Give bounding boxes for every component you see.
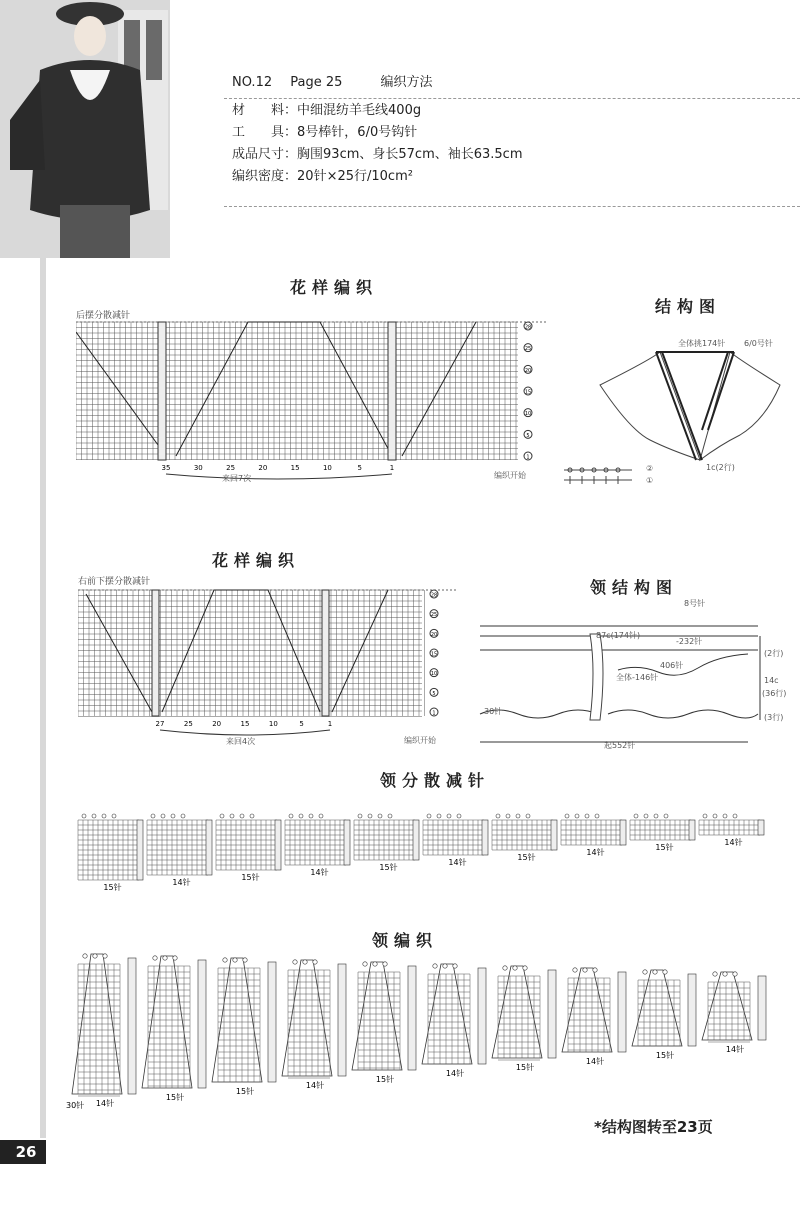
chart1-col-label: 1 bbox=[389, 464, 395, 472]
header-divider-bottom bbox=[224, 206, 800, 207]
chart1-decrease-center bbox=[176, 322, 392, 456]
collar-dec-rib bbox=[344, 820, 350, 865]
chart2-cells bbox=[78, 590, 425, 717]
chart1-col-label: 20 bbox=[258, 464, 268, 472]
collar-knit-marker bbox=[573, 968, 577, 972]
collar-dec-marker bbox=[250, 814, 254, 818]
collar-dec-marker bbox=[358, 814, 362, 818]
collar-dec-label: 14针 bbox=[310, 868, 329, 877]
chart2-rib-2 bbox=[322, 590, 329, 716]
collar-knit-marker bbox=[293, 960, 297, 964]
chart2-col-label: 15 bbox=[240, 720, 250, 728]
collar-dec-marker bbox=[565, 814, 569, 818]
collar-structure-title: 领结构图 bbox=[590, 578, 679, 597]
collar-right-bottom: (3行) bbox=[764, 713, 784, 722]
chart1-row-label: 28 bbox=[524, 324, 532, 331]
collar-knit-marker bbox=[223, 958, 227, 962]
model-illustration bbox=[0, 0, 170, 258]
chart2-decrease-right bbox=[332, 590, 388, 712]
collar-knit-marker bbox=[103, 954, 107, 958]
collar-knit-marker bbox=[313, 960, 317, 964]
chart2-row-label: 28 bbox=[430, 592, 438, 599]
chart1-col-label: 35 bbox=[161, 464, 171, 472]
collar-dec-label: 15针 bbox=[517, 853, 536, 862]
collar-dec-marker bbox=[230, 814, 234, 818]
collar-dec-block bbox=[699, 820, 760, 835]
collar-dec-rib bbox=[482, 820, 488, 855]
material-row: 材 料：中细混纺羊毛线400g bbox=[232, 103, 422, 118]
collar-dec-marker bbox=[437, 814, 441, 818]
collar-knit-title: 领编织 bbox=[372, 931, 439, 950]
tools-row: 工 具：8号棒针，6/0号钩针 bbox=[232, 125, 418, 140]
collar-knit-triangle bbox=[212, 958, 262, 1082]
collar-knit-marker bbox=[163, 956, 167, 960]
collar-dec-block bbox=[561, 820, 622, 845]
collar-dec-block bbox=[354, 820, 415, 860]
gauge-label: 编织密度 bbox=[232, 169, 285, 184]
chart2-row-label: 25 bbox=[430, 612, 438, 619]
collar-knit-start-label: 30针 bbox=[66, 1101, 85, 1110]
pattern-page: Page 25 bbox=[290, 75, 343, 90]
legend-row-1: ① bbox=[646, 476, 654, 485]
chart2-row-label: 15 bbox=[430, 651, 438, 658]
chart2-repeat: 来回4次 bbox=[226, 737, 256, 746]
chart1-caption: 后摆分散减针 bbox=[76, 311, 131, 321]
collar-cast-on: 起552针 bbox=[604, 741, 636, 750]
collar-dec-marker bbox=[240, 814, 244, 818]
chart2-col-label: 27 bbox=[155, 720, 165, 728]
collar-dec-block bbox=[630, 820, 691, 840]
collar-knit-chart bbox=[62, 944, 782, 1112]
collar-dec-marker bbox=[516, 814, 520, 818]
collar-dec-marker bbox=[644, 814, 648, 818]
collar-dec-label: 14针 bbox=[448, 858, 467, 867]
chart1-repeat: 来回7次 bbox=[222, 474, 252, 483]
chart1-col-label: 15 bbox=[290, 464, 300, 472]
chart2-decrease-center bbox=[162, 590, 320, 712]
collar-dec-marker bbox=[309, 814, 313, 818]
collar-knit-marker bbox=[243, 958, 247, 962]
chart1-rib-2 bbox=[388, 322, 396, 460]
collar-dec-marker bbox=[289, 814, 293, 818]
legend-row-2: ② bbox=[646, 464, 654, 473]
collar-dec-marker bbox=[575, 814, 579, 818]
collar-dec-marker bbox=[664, 814, 668, 818]
gauge-value: 20针×25行/10cm² bbox=[297, 169, 413, 184]
collar-dec-rib bbox=[758, 820, 764, 835]
collar-dec-marker bbox=[447, 814, 451, 818]
collar-knit-triangle bbox=[422, 964, 472, 1064]
collar-dec-marker bbox=[368, 814, 372, 818]
collar-dec-block bbox=[147, 820, 208, 875]
collar-dec-marker bbox=[102, 814, 106, 818]
collar-knit-marker bbox=[83, 954, 87, 958]
collar-dec-marker bbox=[496, 814, 500, 818]
page-number-text: 26 bbox=[15, 1143, 37, 1161]
collar-dec-marker bbox=[220, 814, 224, 818]
structure-hook: 6/0号针 bbox=[744, 339, 773, 348]
collar-right-top: (2行) bbox=[764, 649, 784, 658]
collar-knit-marker bbox=[663, 970, 667, 974]
crochet-legend-symbols bbox=[562, 464, 642, 486]
chart1-col-label: 10 bbox=[322, 464, 332, 472]
collar-dec-rib bbox=[413, 820, 419, 860]
collar-knit-marker bbox=[653, 970, 657, 974]
collar-knit-label: 14针 bbox=[585, 1057, 605, 1066]
chart2-col-label: 20 bbox=[212, 720, 222, 728]
collar-knit-rib bbox=[478, 968, 486, 1064]
chart2-caption: 右前下摆分散减针 bbox=[78, 577, 151, 587]
collar-knit-triangle bbox=[562, 968, 612, 1052]
collar-knit-marker bbox=[453, 964, 457, 968]
collar-knit-marker bbox=[153, 956, 157, 960]
collar-knit-marker bbox=[523, 966, 527, 970]
chart1-row-label: 25 bbox=[524, 346, 532, 353]
collar-knit-marker bbox=[443, 964, 447, 968]
chart1-repeat-bracket bbox=[166, 474, 392, 479]
pattern-info bbox=[232, 72, 523, 188]
info-title-row bbox=[232, 72, 523, 94]
collar-dec-marker bbox=[526, 814, 530, 818]
collar-decrease-2: 全体-146针 bbox=[616, 673, 659, 682]
collar-dec-rib bbox=[137, 820, 143, 880]
collar-knit-label: 15针 bbox=[515, 1063, 535, 1072]
collar-dec-label: 15针 bbox=[241, 873, 260, 882]
collar-dec-label: 14针 bbox=[172, 878, 191, 887]
collar-dec-rib bbox=[275, 820, 281, 870]
chart1-row-label: 10 bbox=[524, 411, 532, 418]
chart2-row-label: 1 bbox=[432, 710, 436, 717]
collar-dec-marker bbox=[92, 814, 96, 818]
chart1-rib-1 bbox=[158, 322, 166, 460]
collar-knit-marker bbox=[363, 962, 367, 966]
collar-knit-marker bbox=[303, 960, 307, 964]
collar-knit-marker bbox=[173, 956, 177, 960]
collar-knit-rib bbox=[618, 972, 626, 1052]
collar-dec-marker bbox=[378, 814, 382, 818]
collar-knit-rib bbox=[198, 960, 206, 1088]
collar-dec-marker bbox=[171, 814, 175, 818]
chart2-col-label: 25 bbox=[183, 720, 193, 728]
collar-dec-title: 领分散减针 bbox=[380, 771, 491, 790]
collar-knit-label: 15针 bbox=[375, 1075, 395, 1084]
collar-knit-label: 14针 bbox=[305, 1081, 325, 1090]
chart1-row-label: 15 bbox=[524, 389, 532, 396]
collar-knit-marker bbox=[433, 964, 437, 968]
chart2-start: 编织开始 bbox=[404, 736, 436, 745]
collar-knit-label: 14针 bbox=[95, 1099, 115, 1108]
collar-dec-chart bbox=[74, 800, 784, 896]
tools-value: 8号棒针，6/0号钩针 bbox=[297, 125, 418, 140]
chart2-col-label: 5 bbox=[299, 720, 304, 728]
chart1-cells bbox=[76, 322, 518, 460]
page-number bbox=[0, 1140, 46, 1164]
collar-dec-label: 15针 bbox=[103, 883, 122, 892]
structure-title: 结构图 bbox=[655, 297, 722, 316]
collar-dec-marker bbox=[585, 814, 589, 818]
model-photo bbox=[0, 0, 170, 258]
structure-total: 全体挑174针 bbox=[678, 339, 726, 348]
collar-dec-marker bbox=[733, 814, 737, 818]
chart1-col-label: 5 bbox=[357, 464, 362, 472]
chart2-row-label: 10 bbox=[430, 671, 438, 678]
collar-top-length: 87c(174针) bbox=[596, 631, 641, 640]
collar-knit-rib bbox=[688, 974, 696, 1046]
size-row: 成品尺寸：胸围93cm、身长57cm、袖长63.5cm bbox=[232, 147, 523, 162]
material-value: 中细混纺羊毛线400g bbox=[297, 103, 422, 118]
collar-knit-marker bbox=[503, 966, 507, 970]
size-value: 胸围93cm、身长57cm、袖长63.5cm bbox=[297, 147, 523, 162]
collar-knit-triangle bbox=[632, 970, 682, 1046]
chart2-title: 花样编织 bbox=[212, 551, 301, 570]
structure-bottom: 1c(2行) bbox=[706, 463, 735, 472]
collar-dec-block bbox=[423, 820, 484, 855]
collar-dec-marker bbox=[595, 814, 599, 818]
collar-height-rows: (36行) bbox=[762, 689, 787, 698]
chart2-col-label: 1 bbox=[327, 720, 333, 728]
collar-dec-marker bbox=[151, 814, 155, 818]
collar-knit-label: 14针 bbox=[445, 1069, 465, 1078]
page-spine bbox=[40, 258, 46, 1138]
gauge-row: 编织密度：20针×25行/10cm² bbox=[232, 169, 413, 184]
collar-dec-rib bbox=[620, 820, 626, 845]
chart1-start: 编织开始 bbox=[494, 471, 526, 480]
pattern-number: NO.12 bbox=[232, 75, 273, 90]
chart2-row-label: 20 bbox=[430, 631, 438, 638]
collar-dec-marker bbox=[654, 814, 658, 818]
collar-dec-label: 14针 bbox=[724, 838, 743, 847]
chart1-grid bbox=[76, 318, 546, 490]
collar-dec-marker bbox=[112, 814, 116, 818]
collar-dec-block bbox=[285, 820, 346, 865]
chart1-col-label: 25 bbox=[226, 464, 236, 472]
collar-dec-marker bbox=[506, 814, 510, 818]
collar-knit-marker bbox=[713, 972, 717, 976]
collar-knit-marker bbox=[583, 968, 587, 972]
chart1-row-label: 5 bbox=[526, 432, 530, 439]
collar-knit-marker bbox=[593, 968, 597, 972]
collar-knit-marker bbox=[93, 954, 97, 958]
collar-knit-marker bbox=[383, 962, 387, 966]
collar-dec-marker bbox=[723, 814, 727, 818]
collar-knit-label: 15针 bbox=[165, 1093, 185, 1102]
collar-dec-rib bbox=[551, 820, 557, 850]
collar-left-st: 30针 bbox=[484, 707, 503, 716]
chart1-row-label: 1 bbox=[526, 454, 530, 461]
collar-dec-block bbox=[216, 820, 277, 870]
collar-knit-marker bbox=[723, 972, 727, 976]
collar-dec-marker bbox=[634, 814, 638, 818]
collar-height: 14c bbox=[764, 676, 779, 685]
collar-knit-rib bbox=[408, 966, 416, 1070]
collar-knit-label: 15针 bbox=[235, 1087, 255, 1096]
collar-knit-marker bbox=[373, 962, 377, 966]
collar-dec-label: 14针 bbox=[586, 848, 605, 857]
collar-dec-rib bbox=[206, 820, 212, 875]
collar-knit-rib bbox=[128, 958, 136, 1094]
collar-knit-rib bbox=[268, 962, 276, 1082]
collar-dec-label: 15针 bbox=[655, 843, 674, 852]
chart2-row-label: 5 bbox=[432, 690, 436, 697]
collar-dec-marker bbox=[161, 814, 165, 818]
collar-dec-marker bbox=[388, 814, 392, 818]
collar-dec-marker bbox=[427, 814, 431, 818]
method-heading: 编织方法 bbox=[380, 75, 433, 90]
collar-dec-rib bbox=[689, 820, 695, 840]
collar-dec-block bbox=[78, 820, 139, 880]
collar-decrease-1: -232针 bbox=[676, 637, 703, 646]
collar-knit-marker bbox=[643, 970, 647, 974]
collar-knit-rib bbox=[758, 976, 766, 1040]
size-label: 成品尺寸 bbox=[232, 147, 285, 162]
collar-needle: 8号针 bbox=[684, 599, 706, 608]
collar-knit-marker bbox=[513, 966, 517, 970]
tools-label: 工 具 bbox=[232, 125, 285, 140]
collar-mid: 406针 bbox=[660, 661, 684, 670]
chart2-col-label: 10 bbox=[268, 720, 278, 728]
collar-dec-marker bbox=[457, 814, 461, 818]
chart1-col-label: 30 bbox=[193, 464, 203, 472]
collar-knit-marker bbox=[733, 972, 737, 976]
collar-dec-block bbox=[492, 820, 553, 850]
collar-knit-marker bbox=[233, 958, 237, 962]
collar-dec-marker bbox=[319, 814, 323, 818]
chart2-grid bbox=[78, 586, 458, 746]
collar-knit-label: 14针 bbox=[725, 1045, 745, 1054]
chart2-rib-1 bbox=[152, 590, 159, 716]
chart2-repeat-bracket bbox=[160, 730, 330, 735]
collar-knit-rib bbox=[548, 970, 556, 1058]
collar-dec-marker bbox=[299, 814, 303, 818]
collar-dec-marker bbox=[703, 814, 707, 818]
collar-dec-marker bbox=[82, 814, 86, 818]
collar-dec-label: 15针 bbox=[379, 863, 398, 872]
collar-knit-label: 15针 bbox=[655, 1051, 675, 1060]
collar-knit-rib bbox=[338, 964, 346, 1076]
footnote: *结构图转至23页 bbox=[594, 1118, 713, 1136]
header-divider-top bbox=[224, 98, 800, 99]
chart1-row-label: 20 bbox=[524, 367, 532, 374]
collar-dec-marker bbox=[713, 814, 717, 818]
collar-dec-marker bbox=[181, 814, 185, 818]
material-label: 材 料 bbox=[232, 103, 285, 118]
chart1-title: 花样编织 bbox=[290, 278, 379, 297]
